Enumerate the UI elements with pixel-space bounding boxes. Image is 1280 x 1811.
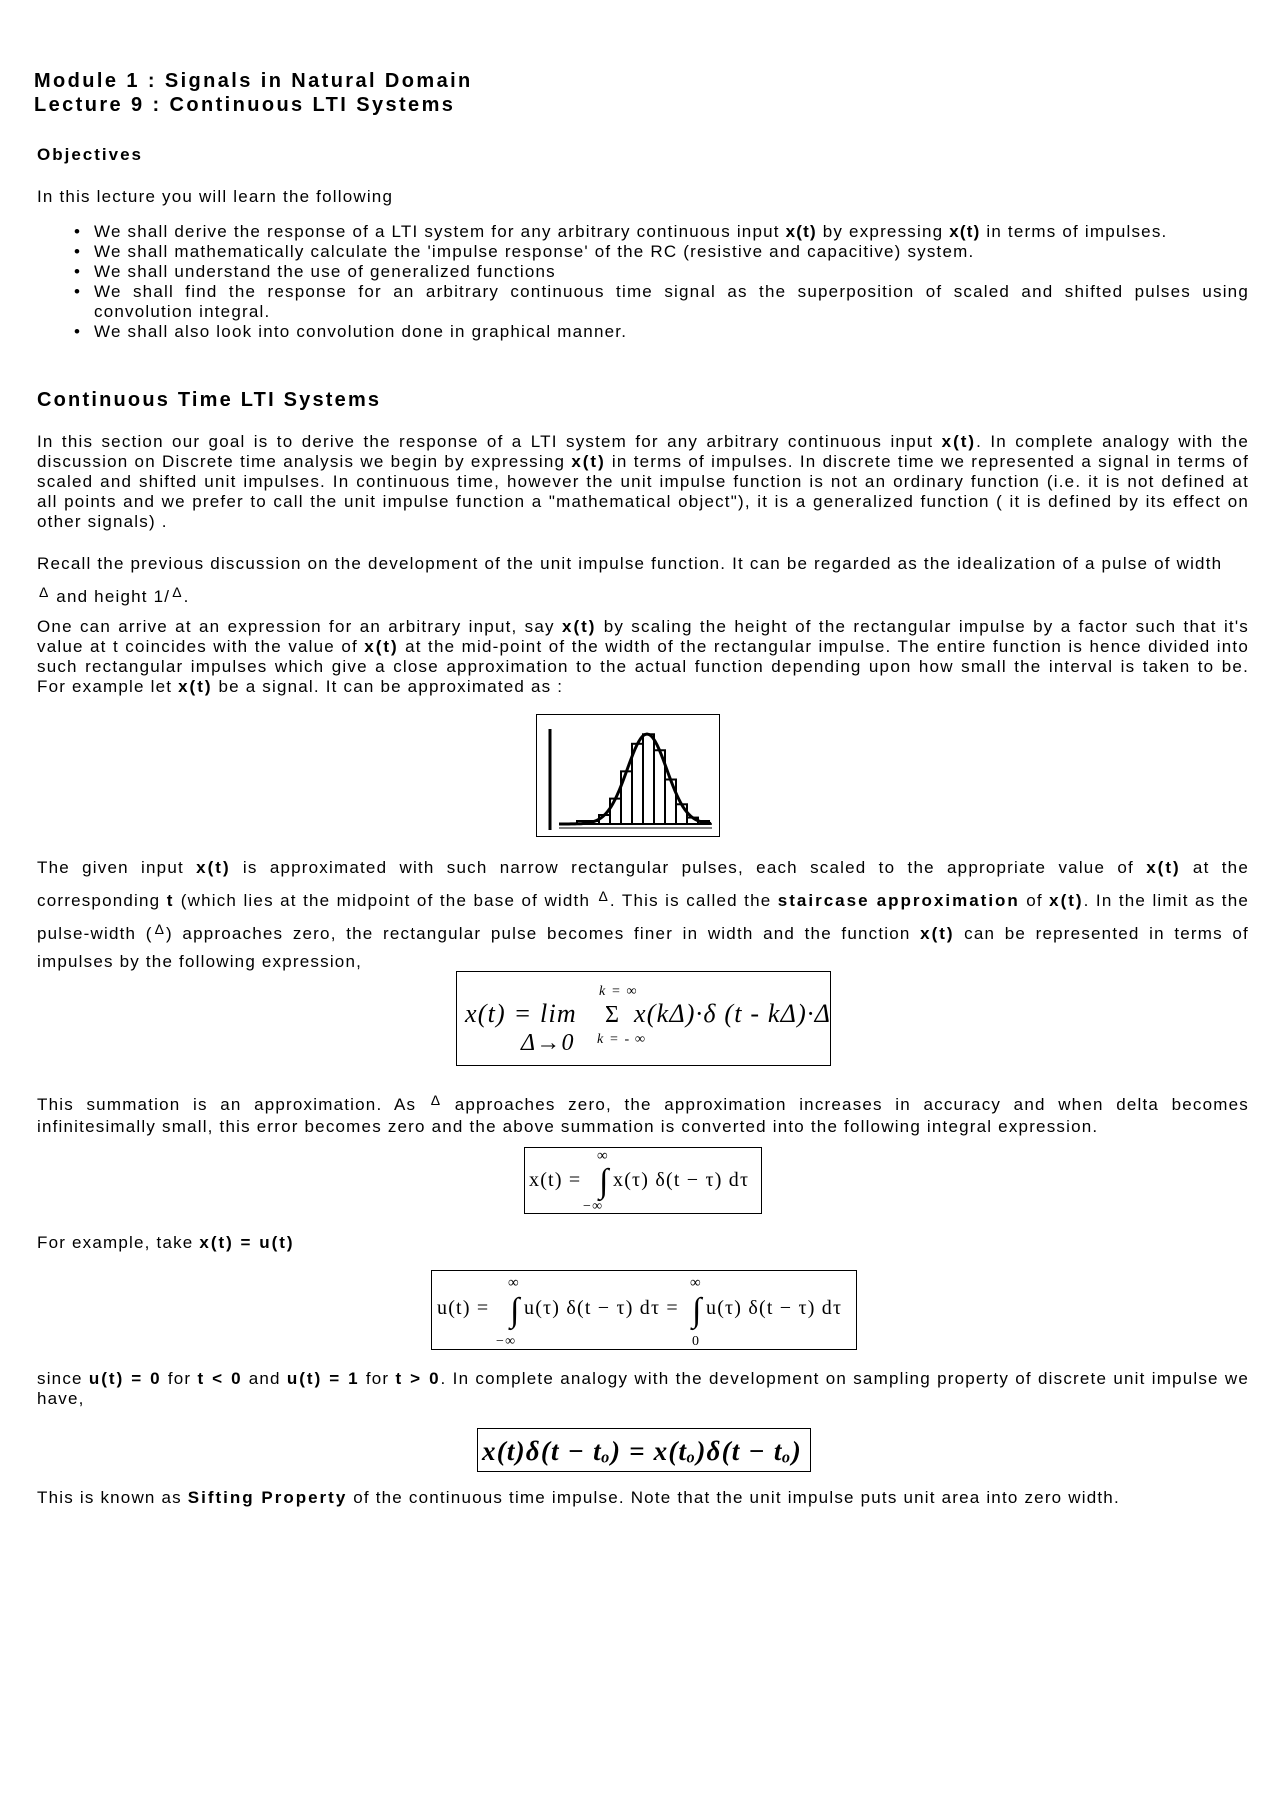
equation-limit-sum	[456, 971, 831, 1066]
integral1-lower-limit: −∞	[496, 1334, 517, 1349]
staircase-bar	[676, 804, 687, 824]
objective-item: • We shall find the response for an arbitrary continuous time signal as the superposition of scaled and shifted pulses using convolution integral.	[94, 282, 1249, 322]
delta-symbol: Δ	[598, 888, 608, 904]
paragraph-intro: In this section our goal is to derive the response of a LTI system for any arbitrary continuous input x(t). In complete analogy with the discussion on Discrete time analysis we begin by expressing x(t) in terms of impulses. In discrete time we represented a signal in terms of scaled and shifted unit impulses. In continuous time, however the unit impulse function is not an ordinary function (i.e. it is not defined at all points and we prefer to call the unit impulse function a "mathematical object"), it is a generalized function ( it is defined by its effect on other signals) .	[37, 432, 1249, 531]
eq3-body2: u(τ) δ(t − τ) dτ	[706, 1297, 843, 1319]
paragraph-unit-step: since u(t) = 0 for t < 0 and u(t) = 1 for t > 0. In complete analogy with the development on sampling property of discrete unit impulse we have,	[37, 1369, 1250, 1408]
integral-sign: ∫	[599, 1163, 610, 1200]
delta-symbol: Δ	[39, 584, 49, 600]
sum-lower-limit: k = - ∞	[597, 1032, 647, 1047]
integral2-sign: ∫	[692, 1292, 703, 1329]
integral-lower-limit: −∞	[583, 1199, 604, 1213]
equation-sifting	[477, 1428, 811, 1472]
eq4-sifting: x(t)δ(t − tₒ) = x(tₒ)δ(t − tₒ)	[482, 1436, 802, 1466]
lecture-title: Lecture 9 : Continuous LTI Systems	[34, 94, 456, 116]
delta-symbol: Δ	[154, 921, 164, 937]
eq2-body: x(τ) δ(t − τ) dτ	[613, 1169, 750, 1191]
eq3-body1: u(τ) δ(t − τ) dτ =	[524, 1297, 679, 1319]
equation-step-function	[431, 1270, 857, 1350]
sum-upper-limit: k = ∞	[599, 984, 638, 999]
objective-item: • We shall mathematically calculate the 'impulse response' of the RC (resistive and capacitive) system.	[94, 242, 1249, 262]
module-title: Module 1 : Signals in Natural Domain	[34, 70, 473, 92]
objectives-list	[94, 222, 1249, 342]
paragraph-example: For example, take x(t) = u(t)	[37, 1233, 295, 1252]
staircase-bar	[610, 799, 621, 824]
signal-curve	[559, 734, 711, 824]
integral-upper-limit: ∞	[597, 1148, 609, 1164]
eq3-lhs: u(t) =	[437, 1297, 490, 1319]
integral2-upper-limit: ∞	[690, 1275, 702, 1291]
limit-subscript: Δ→0	[521, 1030, 575, 1056]
paragraph-approximation: One can arrive at an expression for an arbitrary input, say x(t) by scaling the height of the rectangular impulse by a factor such that it's value at t coincides with the value of x(t) at the mid-point of the width of the rectangular impulse. The entire function is hence divided into such rectangular impulses which give a close approximation to the actual function depending upon how small the interval is taken to be. For example let x(t) be a signal. It can be approximated as :	[37, 617, 1249, 696]
objective-item: • We shall understand the use of generalized functions	[94, 262, 1249, 282]
sum-symbol: Σ	[605, 1002, 621, 1028]
objectives-intro: In this lecture you will learn the following	[37, 187, 394, 206]
eq1-lhs: x(t) = lim	[465, 999, 577, 1028]
equation-integral	[524, 1147, 762, 1214]
integral2-lower-limit: 0	[692, 1334, 701, 1349]
eq1-body: x(kΔ)·δ (t - kΔ)·Δ	[634, 999, 830, 1028]
paragraph-recall: Recall the previous discussion on the development of the unit impulse function. It can be regarded as the idealization of a pulse of width Δ and height 1/ Δ .	[37, 554, 1223, 606]
eq2-lhs: x(t) =	[529, 1169, 582, 1191]
paragraph-summation: This summation is an approximation. As Δ approaches zero, the approximation increases in accuracy and when delta becomes infinitesimally small, this error becomes zero and the above summation is converted into the following integral expression.	[37, 1089, 1249, 1138]
paragraph-staircase: The given input x(t) is approximated with such narrow rectangular pulses, each scaled to the appropriate value of x(t) at the corresponding t (which lies at the midpoint of the base of width Δ . This is called the staircase approximation of x(t). In the limit as the pulse-width ( Δ ) approaches zero, the rectangular pulse becomes finer in width and the function x(t) can be represented in terms of impulses by the following expression,	[37, 858, 1249, 971]
objective-item: • We shall derive the response of a LTI system for any arbitrary continuous input x(t) by expressing x(t) in terms of impulses.	[94, 222, 1249, 242]
staircase-plot	[537, 715, 719, 836]
section-heading: Continuous Time LTI Systems	[37, 389, 382, 411]
paragraph-sifting: This is known as Sifting Property of the continuous time impulse. Note that the unit impulse puts unit area into zero width.	[37, 1488, 1120, 1507]
integral1-upper-limit: ∞	[508, 1275, 520, 1291]
delta-symbol: Δ	[430, 1092, 441, 1108]
staircase-approximation-figure	[536, 714, 720, 837]
integral1-sign: ∫	[510, 1292, 521, 1329]
objectives-heading: Objectives	[37, 145, 143, 164]
staircase-bar	[643, 734, 654, 824]
objective-item: • We shall also look into convolution done in graphical manner.	[94, 322, 1249, 342]
delta-symbol: Δ	[172, 584, 182, 600]
